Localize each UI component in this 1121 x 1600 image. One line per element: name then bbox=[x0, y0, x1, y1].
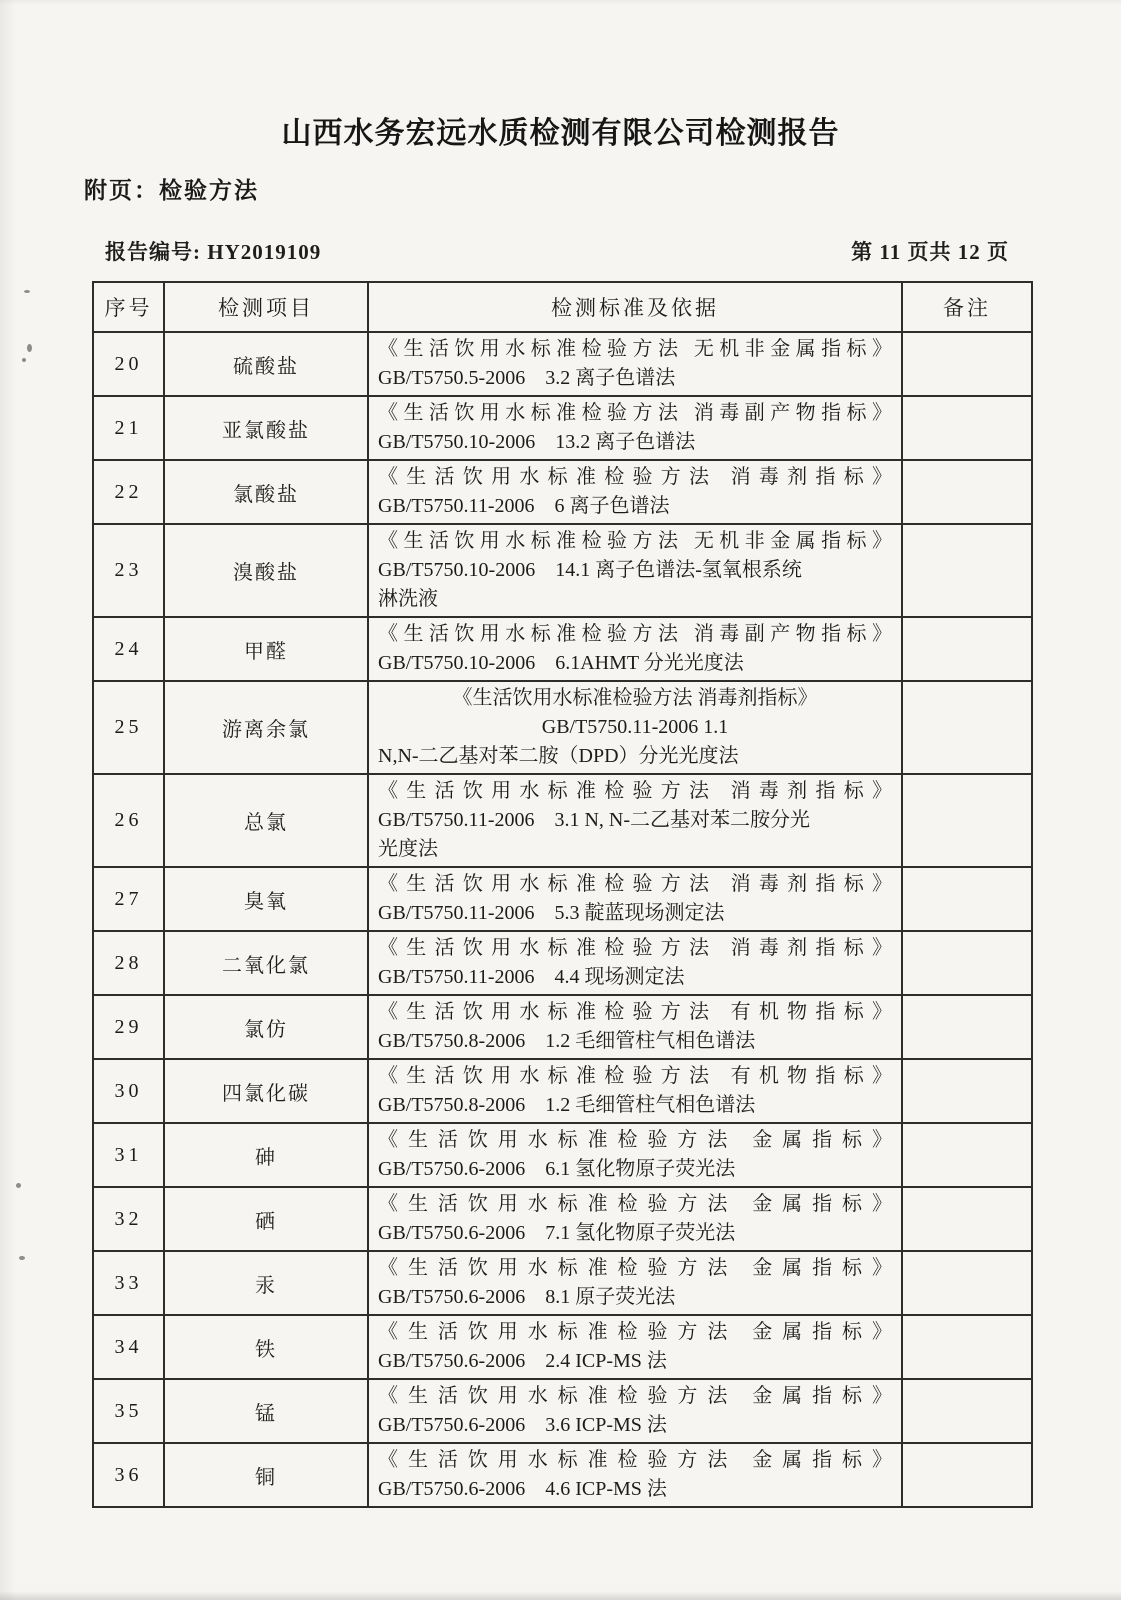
standard-line: GB/T5750.5-2006 3.2 离子色谱法 bbox=[378, 367, 676, 389]
standard-line: 《生活饮用水标准检验方法 金属指标》 bbox=[378, 1257, 892, 1279]
row-standard-cell bbox=[368, 1379, 902, 1443]
standard-line: N,N-二乙基对苯二胺（DPD）分光光度法 bbox=[378, 745, 739, 767]
row-serial-cell: 32 bbox=[93, 1187, 164, 1251]
header-remark: 备注 bbox=[902, 282, 1032, 332]
row-test-item-cell: 铁 bbox=[164, 1315, 368, 1379]
row-serial-cell: 28 bbox=[93, 931, 164, 995]
row-test-item-cell: 氯仿 bbox=[164, 995, 368, 1059]
standard-line: 《生活饮用水标准检验方法 消毒剂指标》 bbox=[378, 780, 892, 802]
row-remark-cell bbox=[902, 460, 1032, 524]
standard-line: GB/T5750.8-2006 1.2 毛细管柱气相色谱法 bbox=[378, 1094, 756, 1116]
row-standard-cell bbox=[368, 867, 902, 931]
table-row bbox=[93, 774, 1032, 867]
row-test-item-cell: 甲醛 bbox=[164, 617, 368, 681]
standard-line: 《生活饮用水标准检验方法 金属指标》 bbox=[378, 1321, 892, 1343]
row-remark-cell bbox=[902, 617, 1032, 681]
standard-line: 《生活饮用水标准检验方法 有机物指标》 bbox=[378, 1065, 892, 1087]
table-row bbox=[93, 460, 1032, 524]
table-row bbox=[93, 1059, 1032, 1123]
row-test-item-cell: 总氯 bbox=[164, 774, 368, 867]
row-test-item-cell: 臭氧 bbox=[164, 867, 368, 931]
row-test-item-cell: 溴酸盐 bbox=[164, 524, 368, 617]
standard-line: GB/T5750.6-2006 2.4 ICP-MS 法 bbox=[378, 1350, 667, 1372]
standard-line: GB/T5750.11-2006 3.1 N, N-二乙基对苯二胺分光 bbox=[378, 809, 811, 831]
row-remark-cell bbox=[902, 867, 1032, 931]
row-test-item-cell: 硒 bbox=[164, 1187, 368, 1251]
table-row bbox=[93, 524, 1032, 617]
row-serial-cell: 30 bbox=[93, 1059, 164, 1123]
standard-line: 淋洗液 bbox=[378, 588, 438, 610]
row-standard-cell bbox=[368, 524, 902, 617]
table-row bbox=[93, 332, 1032, 396]
row-standard-cell bbox=[368, 1315, 902, 1379]
row-serial-cell: 22 bbox=[93, 460, 164, 524]
row-serial-cell: 21 bbox=[93, 396, 164, 460]
table-row bbox=[93, 617, 1032, 681]
standard-line: 《生活饮用水标准检验方法 无机非金属指标》 bbox=[378, 530, 892, 552]
row-standard-cell bbox=[368, 1251, 902, 1315]
row-test-item-cell: 氯酸盐 bbox=[164, 460, 368, 524]
row-test-item-cell: 锰 bbox=[164, 1379, 368, 1443]
standard-line: GB/T5750.11-2006 5.3 靛蓝现场测定法 bbox=[378, 902, 725, 924]
row-remark-cell bbox=[902, 1251, 1032, 1315]
standard-line: GB/T5750.6-2006 8.1 原子荧光法 bbox=[378, 1286, 676, 1308]
row-serial-cell: 24 bbox=[93, 617, 164, 681]
standard-line: 《生活饮用水标准检验方法 消毒剂指标》 bbox=[378, 937, 892, 959]
row-test-item-cell: 四氯化碳 bbox=[164, 1059, 368, 1123]
row-test-item-cell: 砷 bbox=[164, 1123, 368, 1187]
row-serial-cell: 33 bbox=[93, 1251, 164, 1315]
row-standard-cell bbox=[368, 1123, 902, 1187]
header-test-item: 检测项目 bbox=[164, 282, 368, 332]
scan-speck bbox=[19, 1256, 25, 1260]
row-serial-cell: 23 bbox=[93, 524, 164, 617]
row-test-item-cell: 二氧化氯 bbox=[164, 931, 368, 995]
row-serial-cell: 20 bbox=[93, 332, 164, 396]
standard-line: GB/T5750.10-2006 14.1 离子色谱法-氢氧根系统 bbox=[378, 559, 802, 581]
row-standard-cell bbox=[368, 617, 902, 681]
row-test-item-cell: 铜 bbox=[164, 1443, 368, 1507]
table-row bbox=[93, 681, 1032, 774]
table-row bbox=[93, 1315, 1032, 1379]
row-serial-cell: 36 bbox=[93, 1443, 164, 1507]
row-standard-cell bbox=[368, 396, 902, 460]
row-test-item-cell: 硫酸盐 bbox=[164, 332, 368, 396]
row-remark-cell bbox=[902, 774, 1032, 867]
table-row bbox=[93, 995, 1032, 1059]
scan-speck bbox=[16, 1183, 21, 1188]
row-remark-cell bbox=[902, 995, 1032, 1059]
report-number-label: 报告编号: bbox=[105, 240, 201, 264]
row-test-item-cell: 游离余氯 bbox=[164, 681, 368, 774]
row-serial-cell: 35 bbox=[93, 1379, 164, 1443]
row-remark-cell bbox=[902, 1187, 1032, 1251]
row-remark-cell bbox=[902, 1059, 1032, 1123]
table-row bbox=[93, 1123, 1032, 1187]
standard-line: 《生活饮用水标准检验方法 无机非金属指标》 bbox=[378, 338, 892, 360]
row-remark-cell bbox=[902, 524, 1032, 617]
standard-line: GB/T5750.11-2006 1.1 bbox=[541, 716, 729, 738]
standard-line: GB/T5750.6-2006 4.6 ICP-MS 法 bbox=[378, 1478, 667, 1500]
row-serial-cell: 31 bbox=[93, 1123, 164, 1187]
row-serial-cell: 26 bbox=[93, 774, 164, 867]
header-serial-number: 序号 bbox=[93, 282, 164, 332]
table-row bbox=[93, 1187, 1032, 1251]
row-serial-cell: 25 bbox=[93, 681, 164, 774]
table-row bbox=[93, 1379, 1032, 1443]
standard-line: 《生活饮用水标准检验方法 金属指标》 bbox=[378, 1193, 892, 1215]
row-serial-cell: 27 bbox=[93, 867, 164, 931]
row-standard-cell bbox=[368, 332, 902, 396]
page-indicator: 第 11 页共 12 页 bbox=[851, 240, 1009, 264]
standard-line: 《生活饮用水标准检验方法 消毒剂指标》 bbox=[378, 466, 892, 488]
row-serial-cell: 34 bbox=[93, 1315, 164, 1379]
standard-line: GB/T5750.11-2006 4.4 现场测定法 bbox=[378, 966, 685, 988]
row-test-item-cell: 汞 bbox=[164, 1251, 368, 1315]
row-remark-cell bbox=[902, 332, 1032, 396]
row-standard-cell bbox=[368, 931, 902, 995]
row-standard-cell bbox=[368, 774, 902, 867]
standard-line: GB/T5750.8-2006 1.2 毛细管柱气相色谱法 bbox=[378, 1030, 756, 1052]
row-standard-cell bbox=[368, 995, 902, 1059]
standard-line: GB/T5750.10-2006 6.1AHMT 分光光度法 bbox=[378, 652, 744, 674]
scan-speck bbox=[27, 344, 32, 352]
table-row bbox=[93, 1251, 1032, 1315]
standard-line: 《生活饮用水标准检验方法 金属指标》 bbox=[378, 1385, 892, 1407]
row-standard-cell bbox=[368, 1059, 902, 1123]
report-number-value: HY2019109 bbox=[207, 240, 322, 264]
standard-line: 《生活饮用水标准检验方法 消毒副产物指标》 bbox=[378, 402, 892, 424]
standard-line: 《生活饮用水标准检验方法 有机物指标》 bbox=[378, 1001, 892, 1023]
report-meta-row bbox=[92, 236, 1031, 266]
row-test-item-cell: 亚氯酸盐 bbox=[164, 396, 368, 460]
table-row bbox=[93, 931, 1032, 995]
row-remark-cell bbox=[902, 1123, 1032, 1187]
header-standard-basis: 检测标准及依据 bbox=[368, 282, 902, 332]
standard-line: GB/T5750.6-2006 6.1 氢化物原子荧光法 bbox=[378, 1158, 736, 1180]
page-title: 山西水务宏远水质检测有限公司检测报告 bbox=[281, 117, 840, 150]
row-remark-cell bbox=[902, 1379, 1032, 1443]
standard-line: GB/T5750.11-2006 6 离子色谱法 bbox=[378, 495, 670, 517]
table-header-row bbox=[93, 282, 1032, 332]
standard-line: GB/T5750.6-2006 3.6 ICP-MS 法 bbox=[378, 1414, 667, 1436]
row-serial-cell: 29 bbox=[93, 995, 164, 1059]
row-remark-cell bbox=[902, 931, 1032, 995]
standard-line: 《生活饮用水标准检验方法 金属指标》 bbox=[378, 1449, 892, 1471]
standard-line: 《生活饮用水标准检验方法 金属指标》 bbox=[378, 1129, 892, 1151]
table-row bbox=[93, 867, 1032, 931]
standard-line: GB/T5750.10-2006 13.2 离子色谱法 bbox=[378, 431, 696, 453]
scan-speck bbox=[22, 358, 26, 362]
row-remark-cell bbox=[902, 1443, 1032, 1507]
standard-line: 《生活饮用水标准检验方法 消毒剂指标》 bbox=[378, 873, 892, 895]
row-standard-cell bbox=[368, 1187, 902, 1251]
row-remark-cell bbox=[902, 396, 1032, 460]
table-row bbox=[93, 1443, 1032, 1507]
page-subtitle: 附页：检验方法 bbox=[84, 177, 259, 203]
row-remark-cell bbox=[902, 1315, 1032, 1379]
scan-speck bbox=[24, 290, 30, 293]
row-standard-cell bbox=[368, 681, 902, 774]
row-standard-cell bbox=[368, 460, 902, 524]
standard-line: 《生活饮用水标准检验方法 消毒副产物指标》 bbox=[378, 623, 892, 645]
row-standard-cell bbox=[368, 1443, 902, 1507]
standard-line: 《生活饮用水标准检验方法 消毒剂指标》 bbox=[452, 687, 818, 709]
test-methods-table bbox=[92, 281, 1033, 1508]
table-row bbox=[93, 396, 1032, 460]
report-number bbox=[92, 236, 321, 266]
standard-line: 光度法 bbox=[378, 838, 438, 860]
standard-line: GB/T5750.6-2006 7.1 氢化物原子荧光法 bbox=[378, 1222, 736, 1244]
row-remark-cell bbox=[902, 681, 1032, 774]
